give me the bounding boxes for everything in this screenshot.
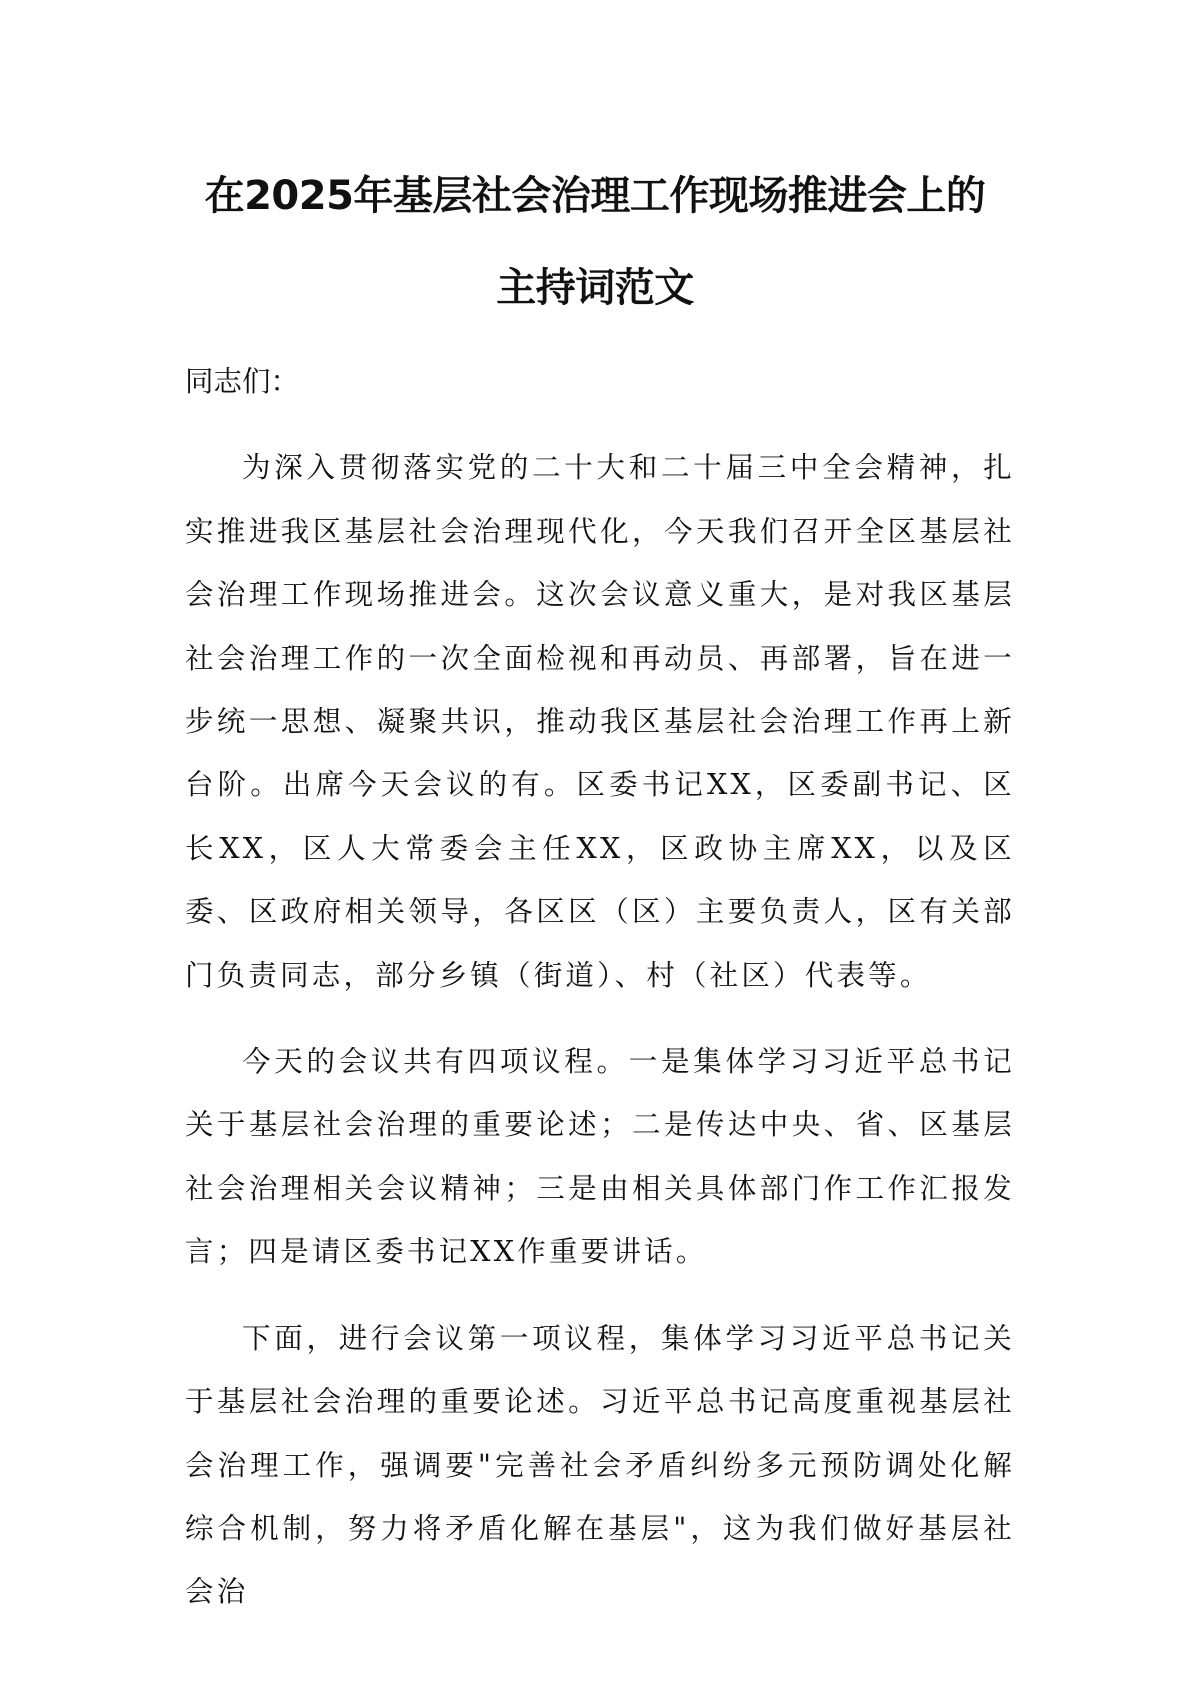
- paragraph-opening: 为深入贯彻落实党的二十大和二十届三中全会精神，扎实推进我区基层社会治理现代化，今天我们召开全区基层社会治理工作现场推进会。这次会议意义重大，是对我区基层社会治理工作的一次全面检视和再动员、再部署，旨在进一步统一思想、凝聚共识，推动我区基层社会治理工作再上新台阶。出席今天会议的有。区委书记XX，区委副书记、区长XX，区人大常委会主任XX，区政协主席XX，以及区委、区政府相关领导，各区区（区）主要负责人，区有关部门负责同志，部分乡镇（街道）、村（社区）代表等。: [185, 451, 1015, 992]
- paragraph-first-item: 下面，进行会议第一项议程，集体学习习近平总书记关于基层社会治理的重要论述。习近平总书记高度重视基层社会治理工作，强调要"完善社会矛盾纠纷多元预防调处化解综合机制，努力将矛盾化解在基层"，这为我们做好基层社会治: [185, 1321, 1015, 1609]
- title-line-1: 在2025年基层社会治理工作现场推进会上的: [204, 173, 986, 219]
- document-body: [185, 350, 1015, 1624]
- salutation: 同志们：: [185, 365, 300, 398]
- paragraph-agenda: 今天的会议共有四项议程。一是集体学习习近平总书记关于基层社会治理的重要论述；二是传达中央、省、区基层社会治理相关会议精神；三是由相关具体部门作工作汇报发言；四是请区委书记XX作重要讲话。: [185, 1045, 1015, 1269]
- title-line-2: 主持词范文: [496, 265, 694, 311]
- document-title: [150, 150, 1040, 334]
